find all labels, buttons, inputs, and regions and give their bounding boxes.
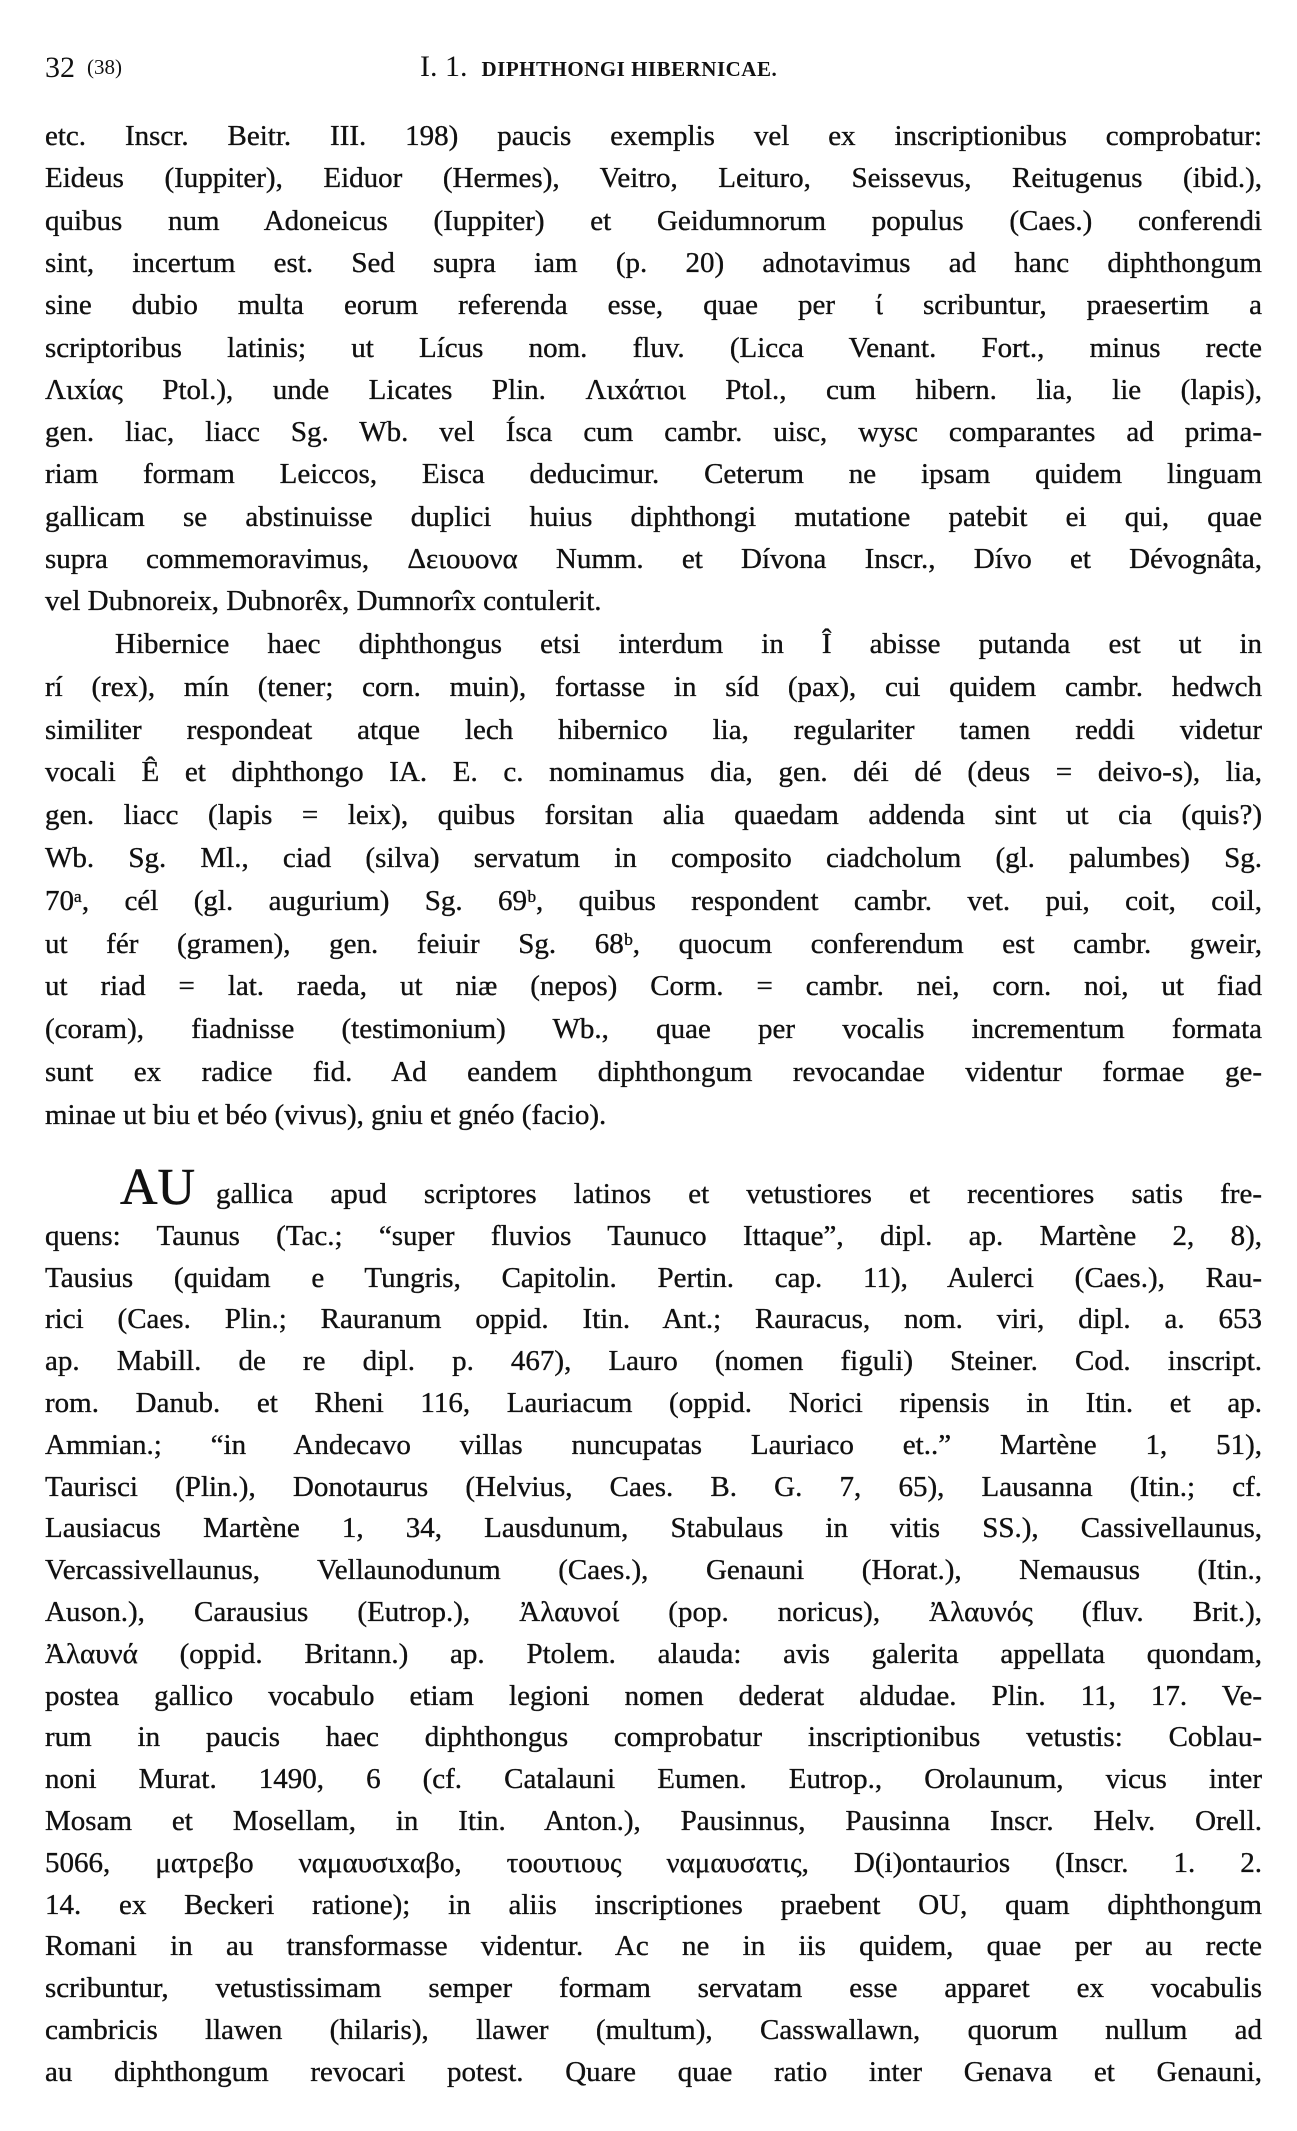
text-line: 70ᵃ, cél (gl. augurium) Sg. 69ᵇ, quibus respondent cambr. vet. pui, coit, coil,: [45, 884, 1262, 917]
text-line: rom. Danub. et Rheni 116, Lauriacum (oppid. Norici ripensis in Itin. et ap.: [45, 1387, 1262, 1419]
text-line: scriptoribus latinis; ut Lícus nom. fluv. (Licca Venant. Fort., minus recte: [45, 331, 1262, 364]
section-initial-au: AU: [120, 1159, 196, 1216]
text-line: gallicam se abstinuisse duplici huius diphthongi mutatione patebit ei qui, quae: [45, 500, 1262, 533]
text-line: minae ut biu et béo (vivus), gniu et gnéo (facio).: [45, 1098, 607, 1131]
text-line: cambricis llawen (hilaris), llawer (multum), Casswallawn, quorum nullum ad: [45, 2014, 1262, 2046]
text-line: sunt ex radice fid. Ad eandem diphthongum revocandae videntur formae ge-: [45, 1056, 1262, 1088]
running-head: [420, 46, 777, 90]
text-line: gallica apud scriptores latinos et vetustiores et recentiores satis fre-: [216, 1178, 1262, 1210]
text-line: sine dubio multa eorum referenda esse, quae per ί scribuntur, praesertim a: [45, 289, 1262, 322]
page-number-alt: (38): [87, 55, 122, 79]
text-line: quens: Taunus (Tac.; “super fluvios Taunuco Ittaque”, dipl. ap. Martène 2, 8),: [45, 1219, 1262, 1252]
text-line: quibus num Adoneicus (Iuppiter) et Geidumnorum populus (Caes.) conferendi: [45, 204, 1262, 237]
text-line: Romani in au transformasse videntur. Ac ne in iis quidem, quae per au recte: [45, 1930, 1262, 1963]
text-line: Wb. Sg. Ml., ciad (silva) servatum in composito ciadcholum (gl. palumbes) Sg.: [45, 842, 1262, 874]
text-line: rum in paucis haec diphthongus comprobatur inscriptionibus vetustis: Coblau-: [45, 1721, 1262, 1754]
text-line: gen. liacc (lapis = leix), quibus forsitan alia quaedam addenda sint ut cia (quis?): [45, 799, 1262, 832]
text-line: Hibernice haec diphthongus etsi interdum in Î abisse putanda est ut in: [115, 628, 1262, 660]
text-line: (coram), fiadnisse (testimonium) Wb., quae per vocalis incrementum formata: [45, 1013, 1262, 1046]
text-line: Lausiacus Martène 1, 34, Lausdunum, Stabulaus in vitis SS.), Cassivellaunus,: [45, 1512, 1262, 1545]
text-line: ut riad = lat. raeda, ut niæ (nepos) Corm. = cambr. nei, corn. noi, ut fiad: [45, 970, 1262, 1003]
text-line: riam formam Leiccos, Eisca deducimur. Ceterum ne ipsam quidem linguam: [45, 458, 1262, 491]
text-line: ap. Mabill. de re dipl. p. 467), Lauro (nomen figuli) Steiner. Cod. inscript.: [45, 1345, 1262, 1378]
text-line: Ammian.; “in Andecavo villas nuncupatas Lauriaco et..” Martène 1, 51),: [45, 1428, 1262, 1461]
text-line: ut fér (gramen), gen. feiuir Sg. 68ᵇ, quocum conferendum est cambr. gweir,: [45, 927, 1262, 960]
text-line: Mosam et Mosellam, in Itin. Anton.), Pausinnus, Pausinna Inscr. Helv. Orell.: [45, 1805, 1262, 1837]
text-line: Vercassivellaunus, Vellaunodunum (Caes.), Genauni (Horat.), Nemausus (Itin.,: [45, 1554, 1262, 1587]
text-line: postea gallico vocabulo etiam legioni nomen dederat aldudae. Plin. 11, 17. Ve-: [45, 1679, 1262, 1712]
text-line: Tausius (quidam e Tungris, Capitolin. Pertin. cap. 11), Aulerci (Caes.), Rau-: [45, 1261, 1262, 1294]
text-line: rici (Caes. Plin.; Rauranum oppid. Itin. Ant.; Rauracus, nom. viri, dipl. a. 653: [45, 1303, 1262, 1336]
text-line: Eideus (Iuppiter), Eiduor (Hermes), Veitro, Leituro, Seissevus, Reitugenus (ibid.),: [45, 162, 1262, 195]
page-number-main: 32: [45, 51, 75, 84]
section-number: I. 1.: [420, 50, 468, 83]
text-line: noni Murat. 1490, 6 (cf. Catalauni Eumen. Eutrop., Orolaunum, vicus inter: [45, 1763, 1262, 1796]
text-line: 14. ex Beckeri ratione); in aliis inscriptiones praebent OU, quam diphthongum: [45, 1888, 1262, 1921]
text-line: Λιxίας Ptol.), unde Licates Plin. Λιxάτιοι Ptol., cum hibern. lia, lie (lapis),: [45, 373, 1262, 406]
text-line: Ἀλαυνά (oppid. Britann.) ap. Ptolem. alauda: avis galerita appellata quondam,: [45, 1637, 1262, 1670]
running-title: DIPHTHONGI HIBERNICAE.: [481, 57, 778, 81]
text-line: 5066, ματρεβο ναμαυσιxαβο, τοουτιους ναμαυσατις, D(i)ontaurios (Inscr. 1. 2.: [45, 1846, 1262, 1879]
text-line: vocali Ê et diphthongo IA. E. c. nominamus dia, gen. déi dé (deus = deivo-s), lia,: [45, 756, 1262, 789]
page-number: [45, 46, 122, 89]
text-line: gen. liac, liacc Sg. Wb. vel Ísca cum cambr. uisc, wysc comparantes ad prima-: [45, 416, 1262, 449]
text-line: supra commemoravimus, Δειουονα Numm. et Dívona Inscr., Dívo et Dévognâta,: [45, 543, 1262, 575]
text-line: Taurisci (Plin.), Donotaurus (Helvius, Caes. B. G. 7, 65), Lausanna (Itin.; cf.: [45, 1470, 1262, 1503]
text-line: etc. Inscr. Beitr. III. 198) paucis exemplis vel ex inscriptionibus comprobatur:: [45, 120, 1262, 152]
text-line: sint, incertum est. Sed supra iam (p. 20) adnotavimus ad hanc diphthongum: [45, 246, 1262, 279]
text-line: rí (rex), mín (tener; corn. muin), fortasse in síd (pax), cui quidem cambr. hedwch: [45, 670, 1262, 703]
text-line: scribuntur, vetustissimam semper formam servatam esse apparet ex vocabulis: [45, 1972, 1262, 2005]
text-line: au diphthongum revocari potest. Quare quae ratio inter Genava et Genauni,: [45, 2055, 1262, 2088]
text-line: similiter respondeat atque lech hibernico lia, regulariter tamen reddi videtur: [45, 713, 1262, 746]
text-line: vel Dubnoreix, Dubnorêx, Dumnorîx contulerit.: [45, 585, 602, 618]
text-line: Auson.), Carausius (Eutrop.), Ἀλαυνοί (pop. noricus), Ἀλαυνός (fluv. Brit.),: [45, 1596, 1262, 1628]
